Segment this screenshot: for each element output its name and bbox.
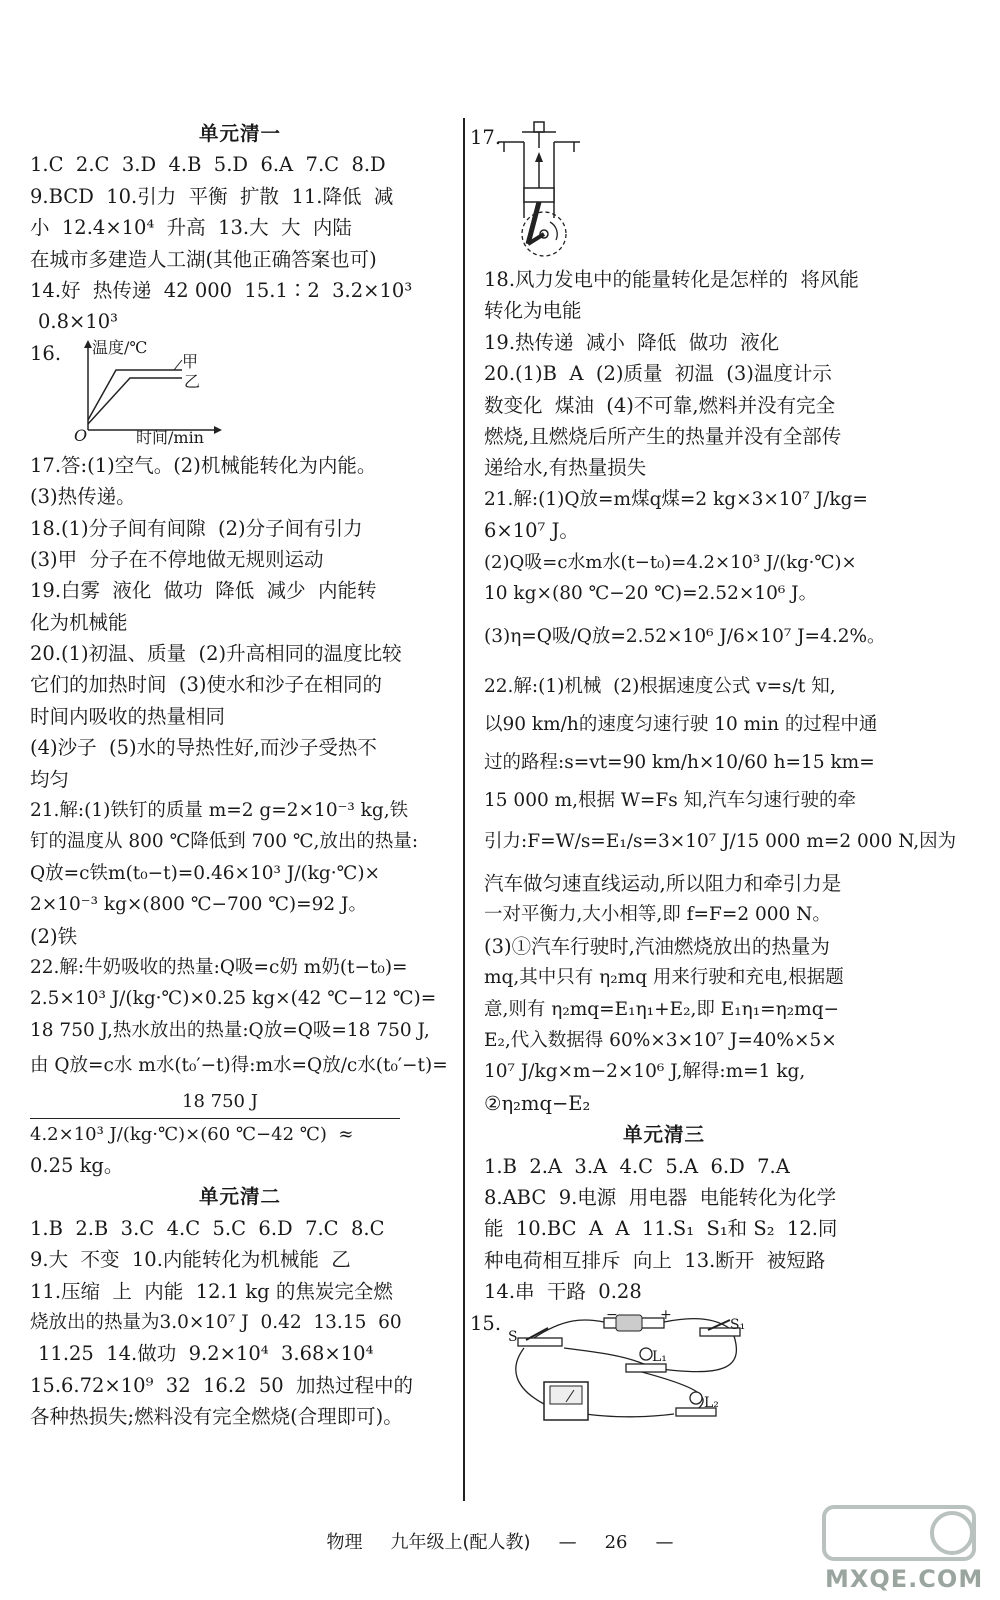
circuit-label-plus: + (660, 1306, 672, 1323)
watermark-text: MXQE.COM (825, 1565, 984, 1593)
circuit-label-l1: L₁ (652, 1348, 667, 1365)
footer-dash: — (655, 1532, 674, 1553)
footer-subject: 物理 (326, 1532, 363, 1553)
answer-line: 意,则有 η₂mq=E₁η₁+E₂,即 E₁η₁=η₂mq− (484, 998, 840, 1020)
answer-line: 在城市多建造人工湖(其他正确答案也可) (30, 247, 377, 271)
answer-line: mq,其中只有 η₂mq 用来行驶和充电,根据题 (484, 967, 844, 989)
answer-line: 9.大 不变 10.内能转化为机械能 乙 (30, 1248, 351, 1272)
graph-origin: O (74, 425, 88, 445)
section-heading-unit-3: 单元清三 (622, 1123, 705, 1147)
question-number: 17. (470, 126, 502, 149)
answer-line: 由 Q放=c水 m水(t₀′−t)得:m水=Q放/c水(t₀′−t)= (30, 1055, 448, 1077)
answer-line: 以90 km/h的速度匀速行驶 10 min 的过程中通 (484, 714, 878, 736)
answer-line: ②η₂mq−E₂ (484, 1091, 591, 1115)
circuit-label-l2: L₂ (704, 1394, 719, 1411)
engine-diagram (470, 118, 884, 264)
answer-line: (4)沙子 (5)水的导热性好,而沙子受热不 (30, 736, 377, 760)
column-divider (463, 118, 465, 1501)
answer-line: E₂,代入数据得 60%×3×10⁷ J=40%×5× (484, 1030, 837, 1052)
answer-line: (2)Q吸=c水m水(t−t₀)=4.2×10³ J/(kg·℃)× (484, 551, 857, 573)
answer-line: 18 750 J,热水放出的热量:Q放=Q吸=18 750 J, (30, 1019, 430, 1041)
answer-line: 20.(1)B A (2)质量 初温 (3)温度计示 (484, 362, 832, 386)
x-axis-arrow (214, 426, 222, 434)
graph-ylabel: 温度/℃ (92, 337, 148, 357)
y-axis-arrow (84, 340, 92, 348)
answer-line: 汽车做匀速直线运动,所以阻力和牵引力是 (484, 872, 842, 896)
answer-line: 20.(1)初温、质量 (2)升高相同的温度比较 (30, 642, 402, 666)
footer-grade: 九年级上(配人教) (390, 1532, 531, 1553)
circuit-label-s1: S₁ (730, 1316, 746, 1333)
answer-line: 19.热传递 减小 降低 做功 液化 (484, 330, 780, 354)
answer-line: 1.B 2.A 3.A 4.C 5.A 6.D 7.A (484, 1154, 790, 1178)
answer-line: (3)甲 分子在不停地做无规则运动 (30, 547, 324, 571)
section-heading-unit-2: 单元清二 (198, 1185, 281, 1209)
answer-line: 过的路程:s=vt=90 km/h×10/60 h=15 km= (484, 751, 875, 773)
question-number: 16. (30, 341, 62, 365)
fraction-numerator: 18 750 J (182, 1091, 258, 1113)
temperature-time-graph (30, 338, 450, 450)
graph-series-yi: 乙 (184, 371, 201, 391)
answer-line: 各种热损失;燃料没有完全燃烧(合理即可)。 (30, 1405, 403, 1429)
answer-line: (3)η=Q吸/Q放=2.52×10⁶ J/6×10⁷ J=4.2%。 (484, 626, 886, 648)
answer-line: 化为机械能 (30, 610, 128, 634)
answer-line: 转化为电能 (484, 299, 582, 323)
section-heading-unit-1: 单元清一 (198, 122, 281, 145)
answer-line: 18.风力发电中的能量转化是怎样的 将风能 (484, 268, 859, 291)
graph-series-jia: 甲 (182, 351, 199, 371)
answer-line: 15.6.72×10⁹ 32 16.2 50 加热过程中的 (30, 1373, 414, 1397)
answer-line: 0.8×10³ (38, 310, 118, 334)
engine-svg (494, 118, 604, 264)
left-column (30, 118, 450, 1432)
answer-line: 种电荷相互排斥 向上 13.断开 被短路 (484, 1248, 826, 1272)
answer-line: 22.解:牛奶吸收的热量:Q吸=c奶 m奶(t−t₀)= (30, 956, 408, 978)
answer-line: 11.25 14.做功 9.2×10⁴ 3.68×10⁴ (38, 1342, 374, 1366)
answer-line: 14.串 干路 0.28 (484, 1280, 642, 1304)
answer-line: 一对平衡力,大小相等,即 f=F=2 000 N。 (484, 904, 831, 926)
answer-line: 1.C 2.C 3.D 4.B 5.D 6.A 7.C 8.D (30, 153, 386, 177)
graph-xlabel: 时间/min (136, 427, 204, 447)
question-number: 15. (470, 1311, 502, 1335)
circuit-label-minus: − (606, 1306, 618, 1323)
answer-line: (3)①汽车行驶时,汽油燃烧放出的热量为 (484, 934, 830, 958)
label-leader-jia (174, 360, 182, 370)
answer-line: 15 000 m,根据 W=Fs 知,汽车匀速行驶的牵 (484, 789, 857, 811)
series-yi-line (88, 378, 182, 424)
answer-line: 时间内吸收的热量相同 (30, 704, 226, 728)
answer-line: 21.解:(1)铁钉的质量 m=2 g=2×10⁻³ kg,铁 (30, 800, 409, 822)
circuit-label-s: S (508, 1328, 518, 1345)
answer-line: 数变化 煤油 (4)不可靠,燃料并没有完全 (484, 393, 836, 417)
answer-line: 递给水,有热量损失 (484, 456, 647, 480)
answer-line: 19.白雾 液化 做功 降低 减少 内能转 (30, 579, 377, 603)
answer-line: (3)热传递。 (30, 485, 136, 509)
answer-line: 9.BCD 10.引力 平衡 扩散 11.降低 减 (30, 184, 394, 208)
answer-line: 能 10.BC A A 11.S₁ S₁和 S₂ 12.同 (484, 1217, 838, 1241)
answer-line: Q放=c铁m(t₀−t)=0.46×10³ J/(kg·℃)× (30, 862, 381, 884)
answer-line: 18.(1)分子间有间隙 (2)分子间有引力 (30, 516, 363, 540)
answer-line: 钉的温度从 800 ℃降低到 700 ℃,放出的热量: (30, 831, 419, 853)
answer-line: 10 kg×(80 ℃−20 ℃)=2.52×10⁶ J。 (484, 582, 818, 604)
answer-line: 17.答:(1)空气。(2)机械能转化为内能。 (30, 453, 377, 477)
page-number: 26 (604, 1532, 628, 1553)
answer-line: 烧放出的热量为3.0×10⁷ J 0.42 13.15 60 (30, 1311, 402, 1333)
answer-line: 10⁷ J/kg×m−2×10⁶ J,解得:m=1 kg, (484, 1061, 806, 1083)
answer-line: 1.B 2.B 3.C 4.C 5.C 6.D 7.C 8.C (30, 1216, 385, 1240)
answer-line: 14.好 热传递 42 000 15.1∶2 3.2×10³ (30, 278, 413, 302)
footer-dash: — (558, 1532, 577, 1553)
answer-line: 0.25 kg。 (30, 1153, 124, 1177)
circuit-diagram (470, 1306, 884, 1428)
answer-line: 2.5×10³ J/(kg·℃)×0.25 kg×(42 ℃−12 ℃)= (30, 988, 437, 1010)
answer-line: 8.ABC 9.电源 用电器 电能转化为化学 (484, 1185, 837, 1209)
answer-line: 22.解:(1)机械 (2)根据速度公式 v=s/t 知, (484, 676, 836, 698)
answer-line: 引力:F=W/s=E₁/s=3×10⁷ J/15 000 m=2 000 N,因为 (484, 831, 957, 853)
answer-line: 21.解:(1)Q放=m煤q煤=2 kg×3×10⁷ J/kg= (484, 488, 868, 510)
answer-line: 11.压缩 上 内能 12.1 kg 的焦炭完全燃 (30, 1279, 393, 1303)
right-column (470, 118, 957, 1428)
answer-line: 它们的加热时间 (3)使水和沙子在相同的 (30, 673, 383, 697)
answer-line: 燃烧,且燃烧后所产生的热量并没有全部传 (484, 424, 842, 448)
answer-line: 均匀 (30, 767, 70, 791)
answer-line: 2×10⁻³ kg×(800 ℃−700 ℃)=92 J。 (30, 894, 367, 916)
answer-line: 小 12.4×10⁴ 升高 13.大 大 内陆 (30, 216, 352, 240)
answer-line: 6×10⁷ J。 (484, 519, 579, 543)
fraction-denominator: 4.2×10³ J/(kg·℃)×(60 ℃−42 ℃) ≈ (30, 1118, 400, 1150)
answer-line: (2)铁 (30, 924, 78, 948)
